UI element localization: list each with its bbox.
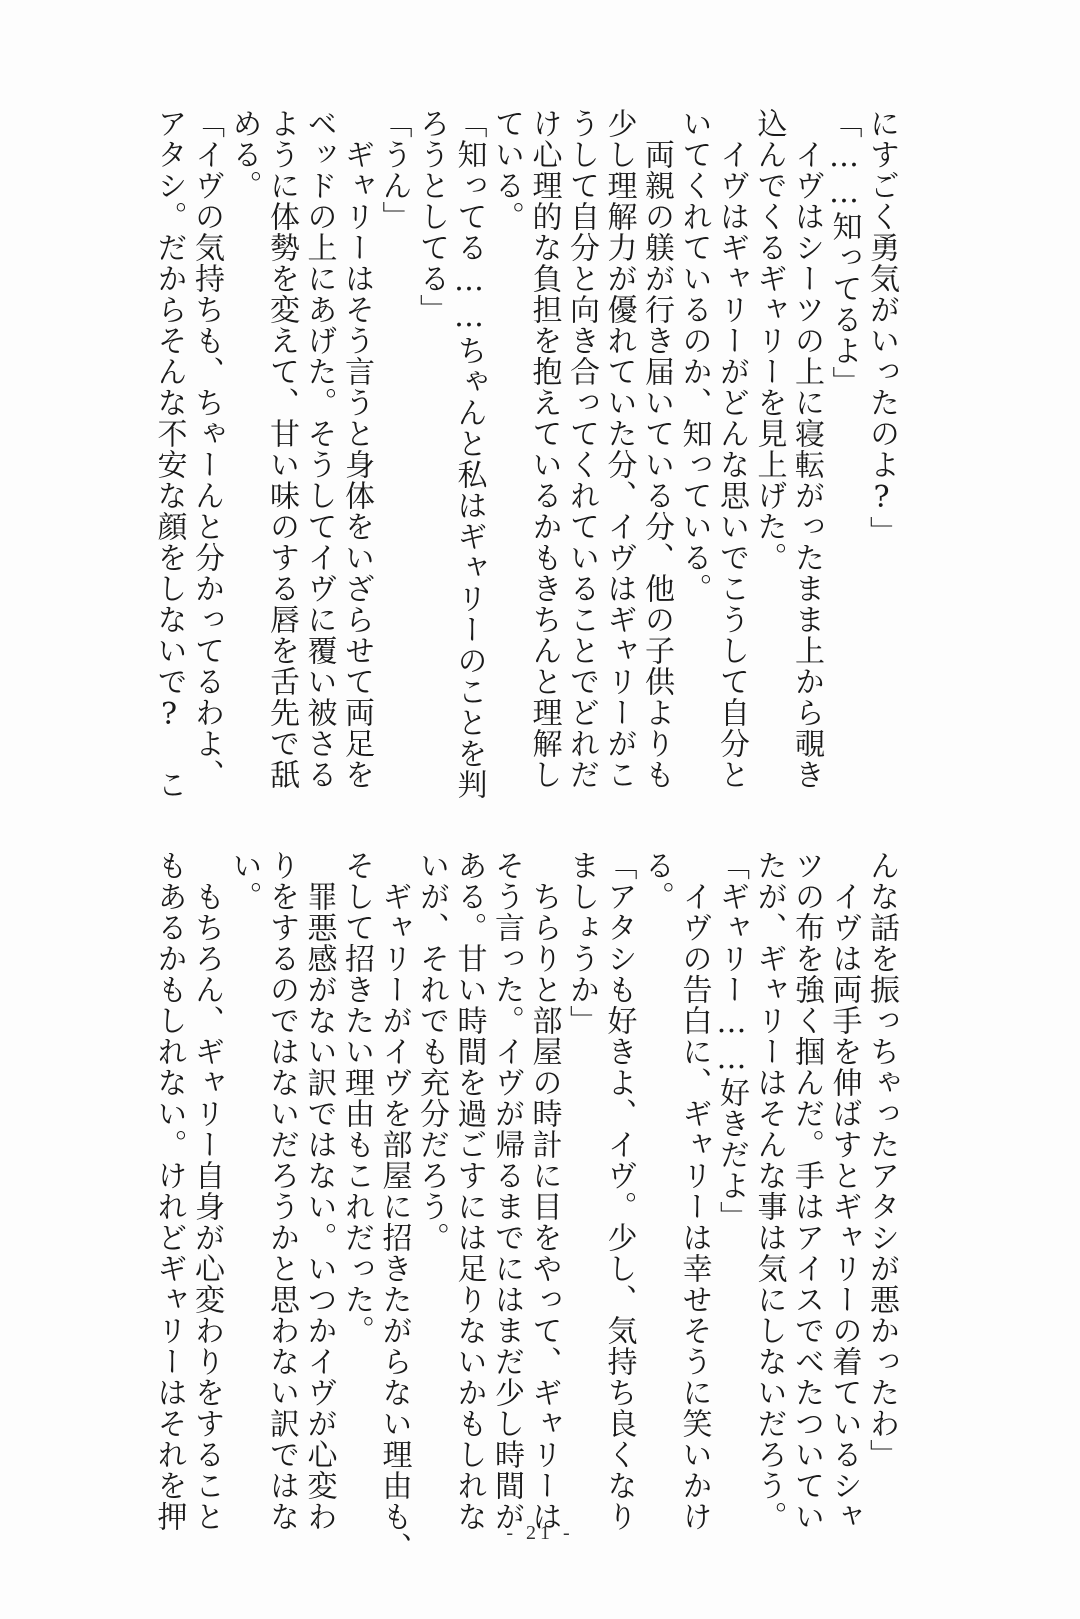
text-column: んな話を振っちゃったアタシが悪かったわ」 bbox=[864, 850, 899, 1470]
text-column: める。 bbox=[226, 108, 262, 201]
text-column: いが、それでも充分だろう。 bbox=[414, 850, 449, 1253]
text-column: りをするのではないだろうかと思わない訳ではな bbox=[264, 850, 299, 1532]
text-column: 「イヴの気持ちも、ちゃーんと分かってるわよ、 bbox=[189, 108, 224, 790]
text-column: ツの布を強く掴んだ。手はアイスでべたついてい bbox=[789, 850, 824, 1532]
text-column: にすごく勇気がいったのよ?」 bbox=[864, 108, 899, 547]
text-column: そう言った。イヴが帰るまでにはまだ少し時間が bbox=[489, 850, 524, 1532]
text-column: アタシ。だからそんな不安な顔をしないで? こ bbox=[151, 108, 187, 800]
text-column: ましょうか」 bbox=[564, 850, 599, 1036]
text-column: 少し理解力が優れていた分、イヴはギャリーがこ bbox=[601, 108, 637, 790]
text-column: ギャリーがイヴを部屋に招きたがらない理由も、 bbox=[376, 850, 412, 1563]
text-column: もあるかもしれない。けれどギャリーはそれを押 bbox=[151, 850, 187, 1532]
text-column: イヴはギャリーがどんな思いでこうして自分と bbox=[714, 108, 749, 790]
text-column: うして自分と向き合ってくれていることでどれだ bbox=[564, 108, 599, 790]
text-column: もちろん、ギャリー自身が心変わりをすること bbox=[189, 850, 224, 1532]
text-column: ている。 bbox=[489, 108, 524, 232]
upper-text-block bbox=[151, 108, 900, 800]
text-column: たが、ギャリーはそんな事は気にしないだろう。 bbox=[751, 850, 787, 1532]
text-column: ベッドの上にあげた。そうしてイヴに覆い被さる bbox=[301, 108, 337, 790]
text-column: 「……知ってるよ」 bbox=[826, 108, 862, 397]
text-column: け心理的な負担を抱えているかもきちんと理解し bbox=[526, 108, 562, 790]
text-column: 「ギャリー……好きだよ」 bbox=[714, 850, 749, 1232]
text-column: そして招きたい理由もこれだった。 bbox=[339, 850, 374, 1346]
text-column: 「知ってる……ちゃんと私はギャリーのことを判 bbox=[451, 108, 487, 800]
text-column: い。 bbox=[226, 850, 262, 912]
text-column: 両親の躾が行き届いている分、他の子供よりも bbox=[639, 108, 674, 790]
text-column: ように体勢を変えて、甘い味のする唇を舌先で舐 bbox=[264, 108, 299, 790]
text-column: 込んでくるギャリーを見上げた。 bbox=[751, 108, 787, 573]
text-column: 罪悪感がない訳ではない。いつかイヴが心変わ bbox=[301, 850, 337, 1532]
page-number: - 21 - bbox=[506, 1522, 574, 1544]
text-column: ギャリーはそう言うと身体をいざらせて両足を bbox=[339, 108, 374, 790]
text-column: イヴは両手を伸ばすとギャリーの着ているシャ bbox=[826, 850, 862, 1532]
text-column: いてくれているのか、知っている。 bbox=[676, 108, 712, 604]
text-column: ろうとしてる」 bbox=[414, 108, 449, 325]
text-column: 「アタシも好きよ、イヴ。少し、気持ち良くなり bbox=[601, 850, 637, 1532]
text-column: ある。甘い時間を過ごすには足りないかもしれな bbox=[451, 850, 487, 1532]
text-column: イヴの告白に、ギャリーは幸せそうに笑いかけ bbox=[676, 850, 712, 1532]
text-column: 「うん」 bbox=[376, 108, 412, 232]
text-column: ちらりと部屋の時計に目をやって、ギャリーは bbox=[526, 850, 562, 1532]
text-column: る。 bbox=[639, 850, 674, 912]
text-column: イヴはシーツの上に寝転がったまま上から覗き bbox=[789, 108, 824, 790]
